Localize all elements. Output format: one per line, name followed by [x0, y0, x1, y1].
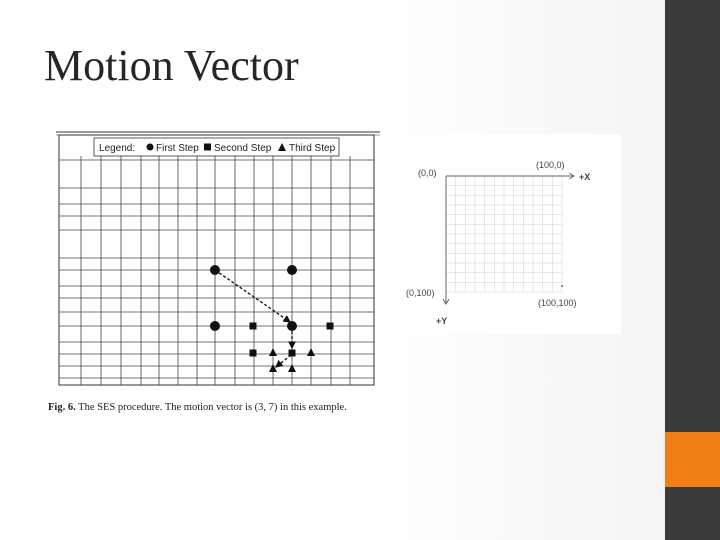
figure-caption	[48, 402, 347, 413]
second-step-point	[250, 350, 257, 357]
coordinate-grid	[446, 176, 562, 292]
first-step-point	[287, 265, 297, 275]
first-step-point	[210, 265, 220, 275]
slide-sidebar-accent	[665, 432, 720, 487]
first-step-point	[287, 321, 297, 331]
legend-circle-icon	[147, 144, 154, 151]
corner-point	[561, 285, 563, 287]
label-bottom-left: (0,100)	[406, 288, 435, 298]
ses-figure	[54, 130, 384, 397]
legend-third-step: Third Step	[289, 143, 336, 154]
second-step-point	[289, 350, 296, 357]
figure-caption-text: The SES procedure. The motion vector is (3, 7) in this example.	[78, 402, 347, 413]
label-bottom-right: (100,100)	[538, 298, 577, 308]
second-step-point	[327, 323, 334, 330]
first-step-point	[210, 321, 220, 331]
figure-caption-label: Fig. 6.	[48, 402, 76, 413]
label-y-axis: +Y	[436, 316, 448, 326]
label-top-right: (100,0)	[536, 160, 565, 170]
coordinate-figure	[398, 134, 621, 334]
legend-prefix: Legend:	[99, 143, 136, 154]
label-origin: (0,0)	[418, 168, 437, 178]
coordinate-diagram	[398, 134, 621, 334]
legend-square-icon	[204, 144, 211, 151]
ses-grid-diagram	[54, 130, 384, 392]
second-step-point	[250, 323, 257, 330]
label-x-axis: +X	[579, 172, 591, 182]
legend-first-step: First Step	[156, 143, 199, 154]
slide-title: Motion Vector	[44, 41, 299, 90]
legend-second-step: Second Step	[214, 143, 272, 154]
